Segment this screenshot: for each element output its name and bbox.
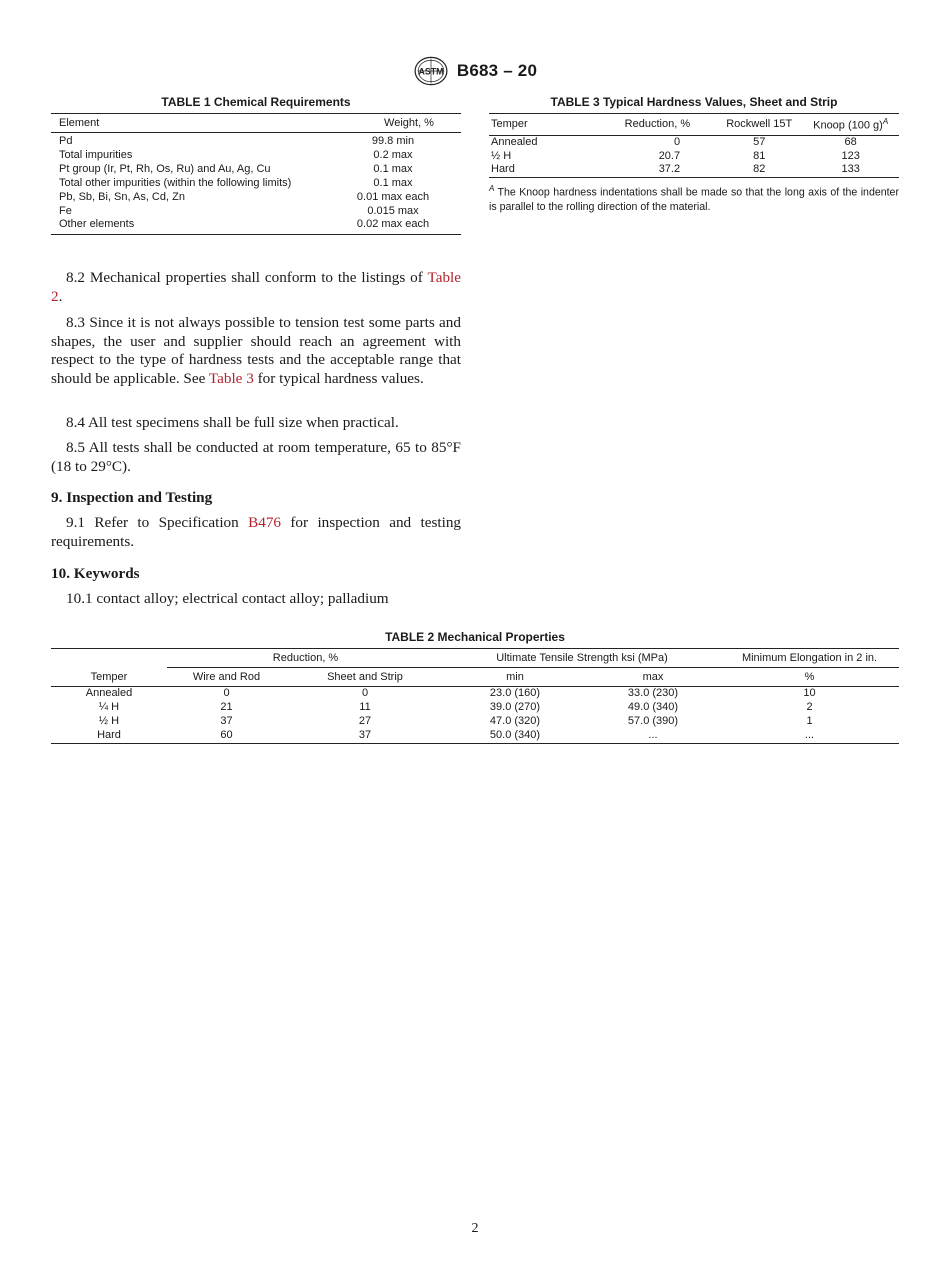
table3-caption: TABLE 3 Typical Hardness Values, Sheet and Strip [550, 95, 838, 109]
temper-cell: Hard [97, 728, 121, 741]
table-row [51, 729, 899, 743]
wire-rod-cell: 37 [220, 714, 233, 727]
tensile-min-cell: 23.0 (160) [489, 687, 541, 699]
document-id: B683 – 20 [456, 61, 538, 80]
table2-group-header-row [51, 649, 899, 668]
paragraph-text: 8.4 All test specimens shall be full size when practical. [66, 414, 399, 431]
temper-cell: Hard [491, 163, 515, 176]
table-row [51, 133, 461, 149]
table3-header-knoop [802, 114, 899, 136]
page-number: 2 [471, 1221, 479, 1236]
chemical-requirements-table [51, 113, 461, 235]
tensile-max-cell: 33.0 (230) [627, 687, 679, 699]
table3-header-row [489, 114, 899, 136]
temper-cell: Annealed [85, 687, 133, 699]
elongation-cell: 1 [806, 714, 813, 727]
element-cell: Pd [59, 135, 73, 147]
wire-rod-cell: 0 [223, 687, 230, 699]
elongation-cell: ... [804, 728, 815, 741]
paragraph-10-1 [51, 590, 461, 609]
rockwell-cell: 82 [753, 163, 766, 176]
table2-header-sheet-strip: Sheet and Strip [286, 668, 444, 687]
rockwell-cell: 57 [753, 135, 766, 148]
section-heading-9: 9. Inspection and Testing [51, 489, 213, 506]
weight-cell: 0.1 max [373, 176, 413, 189]
elongation-cell: 2 [806, 700, 813, 713]
b476-link[interactable]: B476 [248, 514, 282, 531]
paragraph-text: 8.3 Since it is not always possible to tension test some parts and shapes, the user and supplier should reach an agreement with respect to the type of hardness tests and the acceptable range that should be applicable. See [51, 314, 461, 387]
table-row [51, 163, 461, 177]
wire-rod-cell: 60 [220, 728, 233, 741]
table-row [51, 205, 461, 219]
section-heading-10: 10. Keywords [51, 565, 140, 582]
table3-header-rockwell: Rockwell 15T [716, 114, 802, 136]
weight-cell: 0.1 max [373, 162, 413, 175]
weight-cell: 0.01 max each [356, 190, 430, 203]
table-row [51, 687, 899, 701]
table-row [51, 218, 461, 234]
sheet-strip-cell: 27 [358, 714, 372, 727]
weight-cell: 99.8 min [371, 135, 415, 147]
element-cell: Total other impurities (within the following limits) [59, 176, 292, 189]
table1-header-element: Element [51, 114, 325, 133]
table2-header-min: min [444, 668, 586, 687]
table2-group-spacer [51, 649, 167, 668]
table3-link[interactable]: Table 3 [208, 369, 254, 387]
hardness-values-table [489, 113, 899, 178]
table2-header-max: max [586, 668, 720, 687]
footnote-marker: A [882, 117, 889, 126]
table-row [489, 163, 899, 177]
tensile-max-cell: ... [648, 728, 658, 741]
table1-caption: TABLE 1 Chemical Requirements [161, 95, 351, 109]
reduction-cell: 0 [673, 135, 681, 148]
astm-logo-icon [413, 56, 449, 86]
table2-header-wire-rod: Wire and Rod [167, 668, 286, 687]
table2-group-elongation: Minimum Elongation in 2 in. [720, 649, 899, 668]
table-row [51, 191, 461, 205]
knoop-cell: 133 [841, 163, 860, 176]
table2-group-tensile: Ultimate Tensile Strength ksi (MPa) [444, 649, 720, 668]
tensile-min-cell: 39.0 (270) [489, 700, 541, 713]
table1-header-row [51, 114, 461, 133]
table3-header-temper: Temper [489, 114, 605, 136]
table-row [51, 715, 899, 729]
table-row [489, 135, 899, 149]
paragraph-text: 9.1 Refer to Specification [66, 514, 249, 531]
table2-header-percent: % [720, 668, 899, 687]
paragraph-text: for typical hardness values. [253, 369, 424, 387]
paragraph-text: 8.2 Mechanical properties shall conform to the listings of [66, 269, 428, 286]
table2-header-row [51, 668, 899, 687]
weight-cell: 0.2 max [373, 148, 413, 161]
paragraph-8-2 [51, 269, 461, 306]
tensile-max-cell: 57.0 (390) [627, 714, 679, 727]
sheet-strip-cell: 11 [359, 700, 371, 713]
table-row [51, 149, 461, 163]
document-header [0, 56, 950, 86]
table2-header-temper: Temper [51, 668, 167, 687]
paragraph-text: 8.5 All tests shall be conducted at room temperature, 65 to 85°F (18 to 29°C). [51, 439, 461, 475]
table-row [51, 177, 461, 191]
footnote-marker: A [489, 184, 495, 193]
footnote-text: The Knoop hardness indentations shall be made so that the long axis of the indenter is parallel to the rolling direction of the material. [489, 186, 899, 213]
paragraph-8-3 [51, 314, 461, 388]
reduction-cell: 20.7 [658, 149, 681, 162]
astm-logo-text: ASTM [418, 66, 444, 77]
temper-cell: ¼ H [98, 700, 120, 713]
table3-header-reduction: Reduction, % [605, 114, 716, 136]
paragraph-9-1 [51, 514, 461, 551]
table-row [51, 701, 899, 715]
paragraph-text: for inspection and testing requirements. [51, 514, 462, 550]
element-cell: Pt group (Ir, Pt, Rh, Os, Ru) and Au, Ag, Cu [59, 162, 271, 175]
paragraph-8-5 [51, 439, 461, 476]
table3-footnote [489, 182, 899, 214]
reduction-cell: 37.2 [658, 163, 681, 176]
paragraph-text: 10.1 contact alloy; electrical contact alloy; palladium [66, 590, 389, 607]
tensile-min-cell: 47.0 (320) [489, 714, 541, 727]
table2-caption: TABLE 2 Mechanical Properties [385, 630, 565, 644]
elongation-cell: 10 [803, 687, 816, 699]
rockwell-cell: 81 [753, 149, 766, 162]
temper-cell: Annealed [491, 135, 538, 148]
element-cell: Pb, Sb, Bi, Sn, As, Cd, Zn [59, 190, 185, 203]
knoop-cell: 68 [844, 135, 857, 148]
tensile-min-cell: 50.0 (340) [489, 728, 541, 741]
table2-link[interactable]: Table 2 [51, 269, 461, 305]
sheet-strip-cell: 0 [361, 687, 369, 699]
tensile-max-cell: 49.0 (340) [627, 700, 679, 713]
weight-cell: 0.015 max [367, 204, 419, 217]
weight-cell: 0.02 max each [356, 218, 430, 231]
mechanical-properties-table [51, 648, 899, 744]
table-row [489, 150, 899, 164]
paragraph-8-4 [51, 414, 461, 433]
element-cell: Fe [59, 204, 72, 217]
table2-group-reduction: Reduction, % [167, 649, 444, 668]
element-cell: Other elements [59, 218, 135, 231]
temper-cell: ½ H [98, 714, 120, 727]
wire-rod-cell: 21 [220, 700, 233, 713]
paragraph-text: . [58, 287, 63, 305]
table1-header-weight: Weight, % [325, 114, 461, 133]
knoop-label: Knoop (100 g) [813, 119, 883, 132]
knoop-cell: 123 [841, 149, 860, 162]
element-cell: Total impurities [59, 148, 133, 161]
sheet-strip-cell: 37 [358, 728, 372, 741]
temper-cell: ½ H [491, 149, 512, 162]
